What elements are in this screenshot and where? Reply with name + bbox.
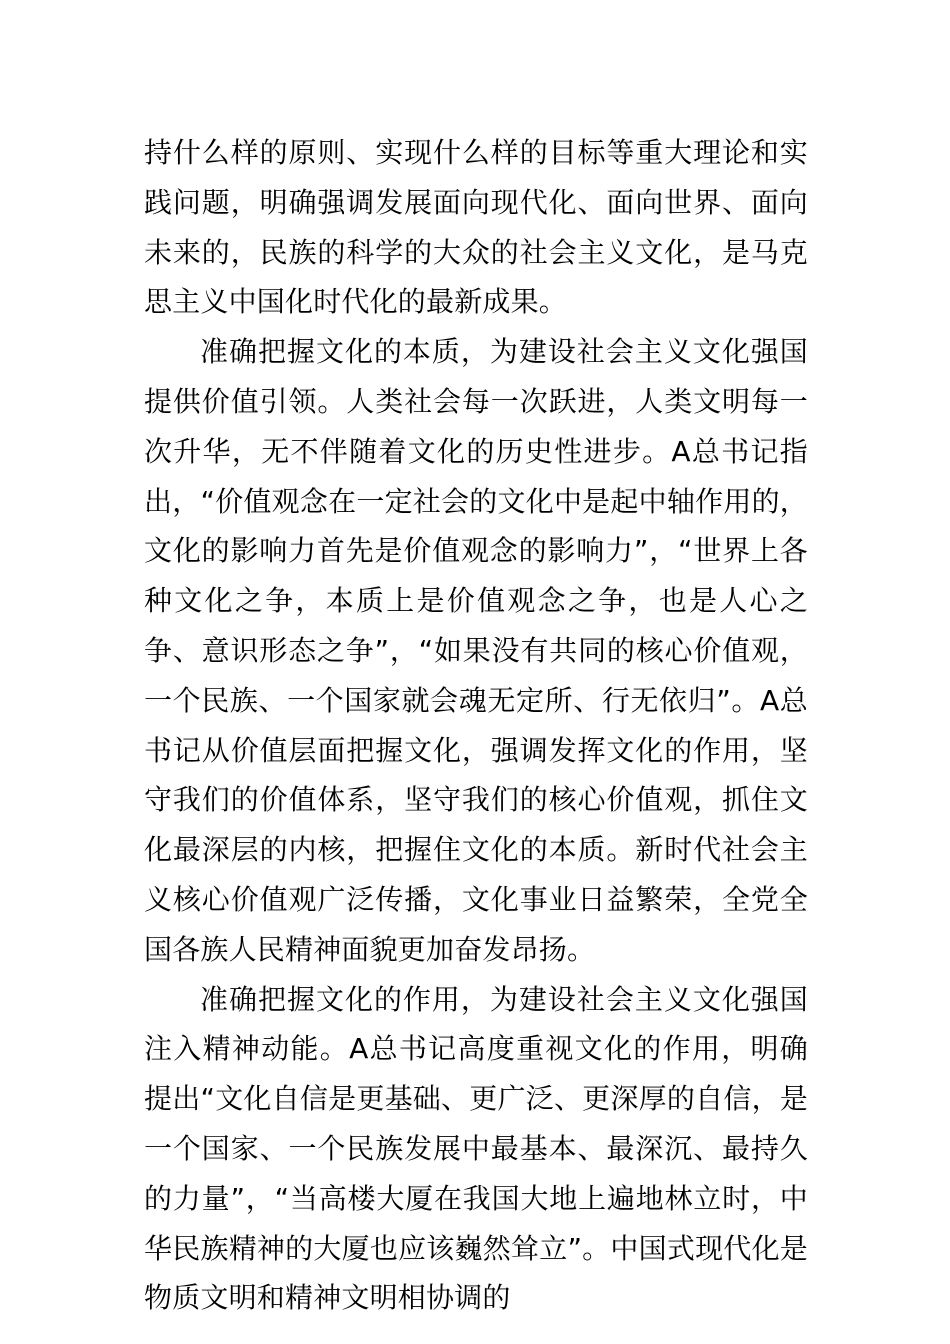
paragraph-culture-role: 准确把握文化的作用，为建设社会主义文化强国注入精神动能。A总书记高度重视文化的作用，明确提出“文化自信是更基础、更广泛、更深厚的自信，是一个国家、一个民族发展中最基本、最深沉、最持久的力量”，“当高楼大厦在我国大地上遍地林立时，中华民族精神的大厦也应该巍然耸立”。中国式现代化是物质文明和精神文明相协调的 bbox=[144, 982, 808, 1315]
paragraph-culture-essence: 准确把握文化的本质，为建设社会主义文化强国提供价值引领。人类社会每一次跃进，人类文明每一次升华，无不伴随着文化的历史性进步。A总书记指出，“价值观念在一定社会的文化中是起中轴作用的，文化的影响力首先是价值观念的影响力”，“世界上各种文化之争，本质上是价值观念之争，也是人心之争、意识形态之争”，“如果没有共同的核心价值观，一个民族、一个国家就会魂无定所、行无依归”。A总书记从价值层面把握文化，强调发挥文化的作用，坚守我们的价值体系，坚守我们的核心价值观，抓住文化最深层的内核，把握住文化的本质。新时代社会主义核心价值观广泛传播，文化事业日益繁荣，全党全国各族人民精神面貌更加奋发昂扬。 bbox=[144, 335, 808, 966]
document-body bbox=[144, 128, 808, 1323]
paragraph-continuation: 持什么样的原则、实现什么样的目标等重大理论和实践问题，明确强调发展面向现代化、面向世界、面向未来的，民族的科学的大众的社会主义文化，是马克思主义中国化时代化的最新成果。 bbox=[144, 136, 808, 319]
